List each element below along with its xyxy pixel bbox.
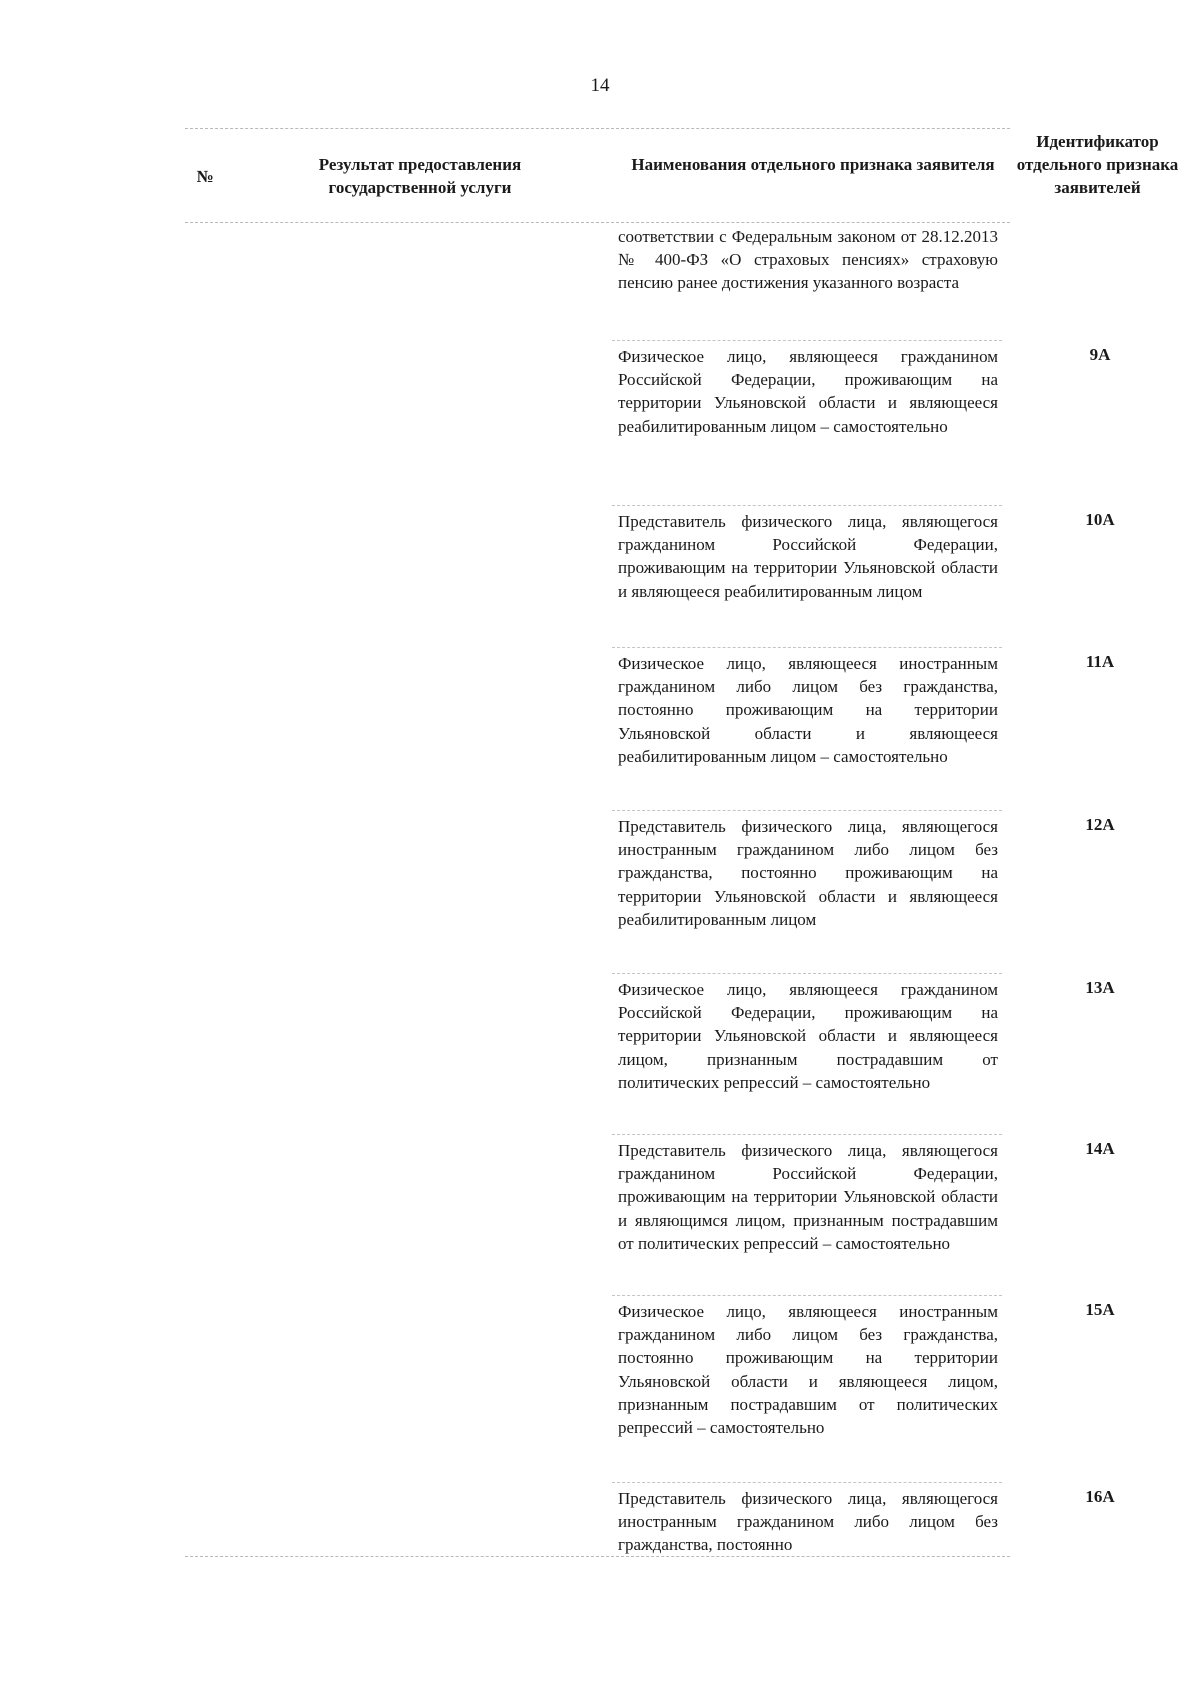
page-number: 14 [590, 75, 610, 96]
row-divider [612, 810, 1002, 811]
identifier-cell: 13А [1085, 978, 1115, 997]
row-divider [612, 973, 1002, 974]
header-number: № [196, 167, 214, 186]
table-top-rule [185, 128, 1010, 129]
applicant-feature-cell: Физическое лицо, являющееся иностранным гражданином либо лицом без гражданства, постоянно проживающим на территории Ульяновской области и являющееся лицом, признанным пострадавшим от политических репрессий – самостоятельно [618, 1302, 998, 1438]
identifier-cell: 16А [1085, 1487, 1115, 1506]
identifier-cell: 10А [1085, 510, 1115, 529]
applicant-feature-cell: Физическое лицо, являющееся гражданином Российской Федерации, проживающим на территории Ульяновской области и являющееся лицом, признанным пострадавшим от политических репрессий – самостоятельно [618, 980, 998, 1092]
identifier-cell: 11А [1085, 652, 1115, 671]
identifier-cell: 14А [1085, 1139, 1115, 1158]
applicant-feature-cell: Представитель физического лица, являющегося иностранным гражданином либо лицом без гражданства, постоянно [618, 1489, 998, 1555]
header-bottom-rule [185, 222, 1010, 223]
header-applicant-feature: Наименования отдельного признака заявителя [631, 155, 995, 174]
row-divider [612, 505, 1002, 506]
row-divider [612, 1482, 1002, 1483]
continuation-text: соответствии с Федеральным законом от 28.12.2013 № 400-ФЗ «О страховых пенсиях» страховую пенсию ранее достижения указанного возраста [618, 227, 998, 293]
header-result: Результат предоставления государственной услуги [318, 155, 522, 197]
row-divider [612, 647, 1002, 648]
header-identifier: Идентификатор отдельного признака заявителей [1016, 132, 1179, 197]
identifier-cell: 15А [1085, 1300, 1115, 1319]
identifier-cell: 12А [1085, 815, 1115, 834]
applicant-feature-cell: Представитель физического лица, являющегося гражданином Российской Федерации, проживающим на территории Ульяновской области и являющимся лицом, признанным пострадавшим от политических репрессий – самостоятельно [618, 1141, 998, 1253]
row-divider [612, 340, 1002, 341]
identifier-cell: 9А [1089, 345, 1111, 364]
table-bottom-rule [185, 1556, 1010, 1557]
applicant-feature-cell: Физическое лицо, являющееся гражданином Российской Федерации, проживающим на территории Ульяновской области и являющееся реабилитированным лицом – самостоятельно [618, 347, 998, 436]
applicant-feature-cell: Физическое лицо, являющееся иностранным гражданином либо лицом без гражданства, постоянно проживающим на территории Ульяновской области и являющееся реабилитированным лицом – самостоятельно [618, 654, 998, 766]
row-divider [612, 1134, 1002, 1135]
row-divider [612, 1295, 1002, 1296]
applicant-feature-cell: Представитель физического лица, являющегося иностранным гражданином либо лицом без гражданства, постоянно проживающим на территории Ульяновской области и являющееся реабилитированным лицом [618, 817, 998, 929]
applicant-feature-cell: Представитель физического лица, являющегося гражданином Российской Федерации, проживающим на территории Ульяновской области и являющееся реабилитированным лицом [618, 512, 998, 601]
